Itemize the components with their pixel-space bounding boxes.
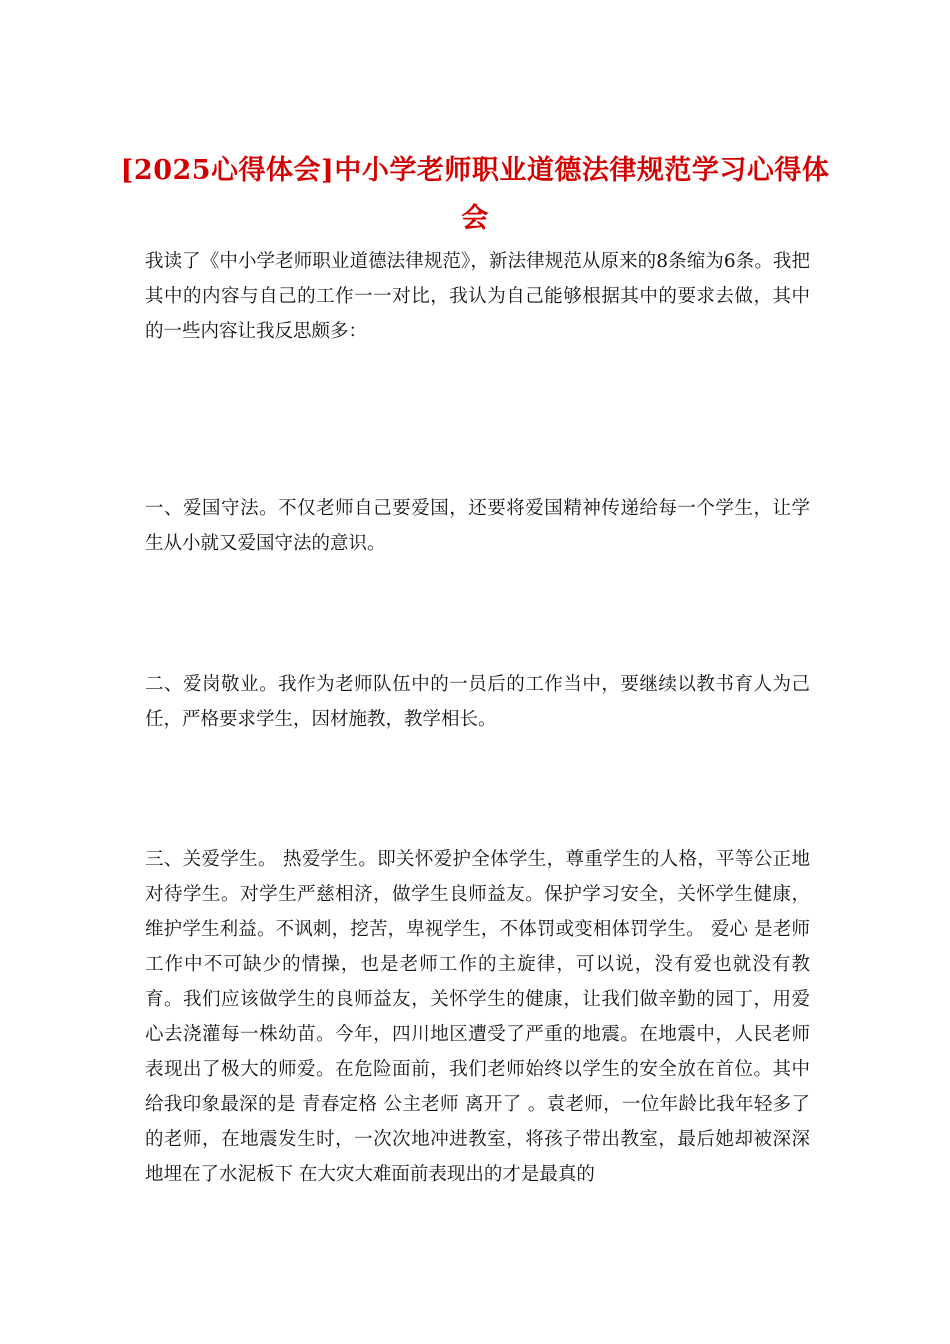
paragraph-intro: 我读了《中小学老师职业道德法律规范》，新法律规范从原来的8条缩为6条。我把其中的内容与自己的工作一一对比，我认为自己能够根据其中的要求去做，其中的一些内容让我反思颇多： <box>145 251 810 342</box>
paragraph-section-three: 三、关爱学生。 热爱学生。即关怀爱护全体学生，尊重学生的人格，平等公正地对待学生。对学生严慈相济，做学生良师益友。保护学习安全，关怀学生健康，维护学生利益。不讽刺，挖苦，卑视学生，不体罚或变相体罚学生。 爱心 是老师工作中不可缺少的情操，也是老师工作的主旋律，可以说，没有爱也就没有教育。我们应该做学生的良师益友，关怀学生的健康，让我们做辛勤的园丁，用爱心去浇灌每一株幼苗。今年，四川地区遭受了严重的地震。在地震中，人民老师表现出了极大的师爱。在危险面前，我们老师始终以学生的安全放在首位。其中给我印象最深的是 青春定格 公主老师 离开了 。袁老师，一位年龄比我年轻多了的老师，在地震发生时，一次次地冲进教室，将孩子带出教室，最后她却被深深地埋在了水泥板下 在大灾大难面前表现出的才是最真的 <box>145 849 810 1185</box>
paragraph-section-one: 一、爱国守法。不仅老师自己要爱国，还要将爱国精神传递给每一个学生，让学生从小就又爱国守法的意识。 <box>145 498 810 554</box>
paragraph-section-two: 二、爱岗敬业。我作为老师队伍中的一员后的工作当中，要继续以教书育人为己任，严格要求学生，因材施教，教学相长。 <box>145 674 810 730</box>
document-title: [2025心得体会]中小学老师职业道德法律规范学习心得体会 <box>120 155 830 234</box>
